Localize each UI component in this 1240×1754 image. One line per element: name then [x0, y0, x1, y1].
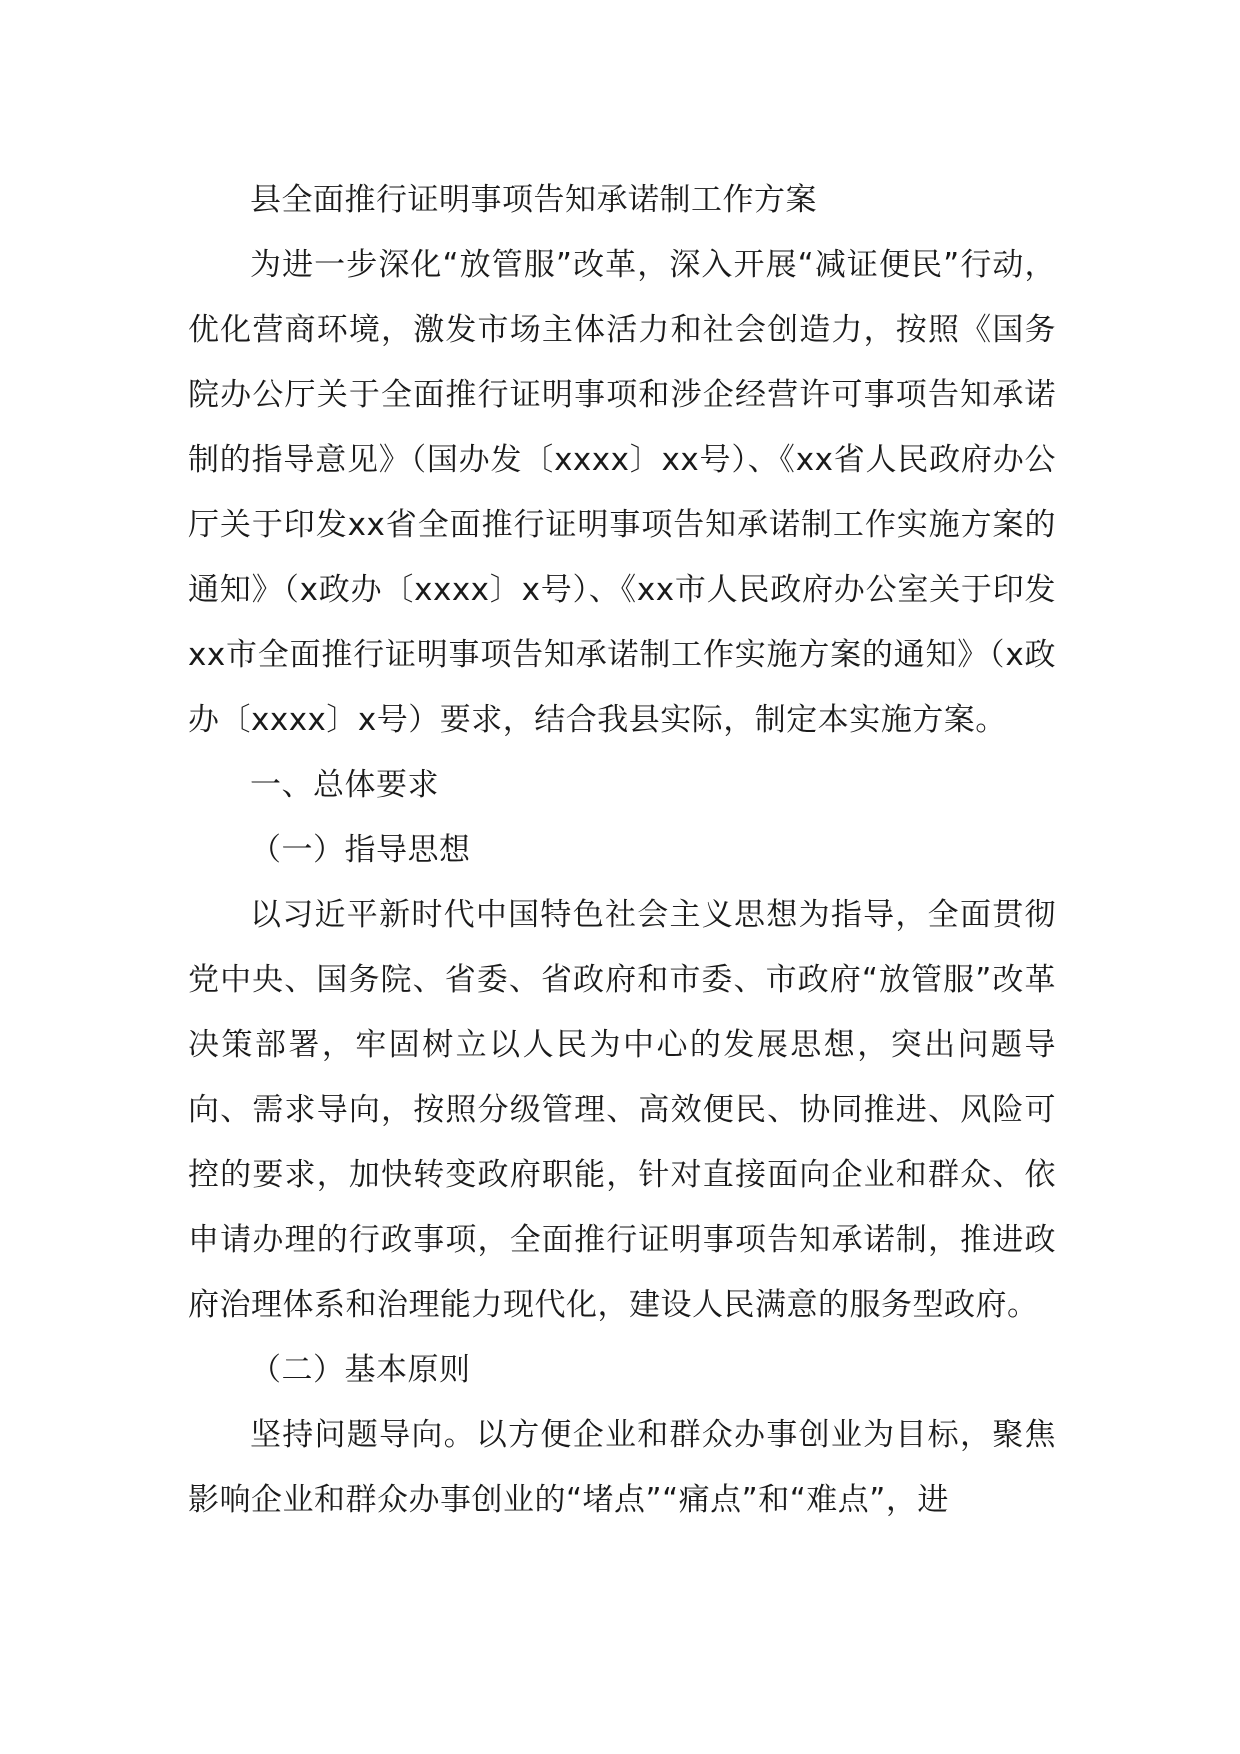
document-body	[188, 168, 1056, 1533]
paragraph-intro: 为进一步深化“放管服”改革，深入开展“减证便民”行动，优化营商环境，激发市场主体活力和社会创造力，按照《国务院办公厅关于全面推行证明事项和涉企经营许可事项告知承诺制的指导意见》（国办发〔xxxx〕xx号）、《xx省人民政府办公厅关于印发xx省全面推行证明事项告知承诺制工作实施方案的通知》（x政办〔xxxx〕x号）、《xx市人民政府办公室关于印发xx市全面推行证明事项告知承诺制工作实施方案的通知》（x政办〔xxxx〕x号）要求，结合我县实际，制定本实施方案。	[188, 247, 1056, 738]
heading-subsection-1: （一）指导思想	[250, 832, 471, 868]
paragraph-guiding-ideology: 以习近平新时代中国特色社会主义思想为指导，全面贯彻党中央、国务院、省委、省政府和市委、市政府“放管服”改革决策部署，牢固树立以人民为中心的发展思想，突出问题导向、需求导向，按照分级管理、高效便民、协同推进、风险可控的要求，加快转变政府职能，针对直接面向企业和群众、依申请办理的行政事项，全面推行证明事项告知承诺制，推进政府治理体系和治理能力现代化，建设人民满意的服务型政府。	[188, 897, 1056, 1323]
paragraph-principle-problem-oriented: 坚持问题导向。以方便企业和群众办事创业为目标，聚焦影响企业和群众办事创业的“堵点”“痛点”和“难点”，进	[188, 1417, 1056, 1518]
heading-section-1: 一、总体要求	[250, 767, 439, 803]
document-title: 县全面推行证明事项告知承诺制工作方案	[250, 182, 817, 218]
heading-subsection-2: （二）基本原则	[250, 1352, 471, 1388]
